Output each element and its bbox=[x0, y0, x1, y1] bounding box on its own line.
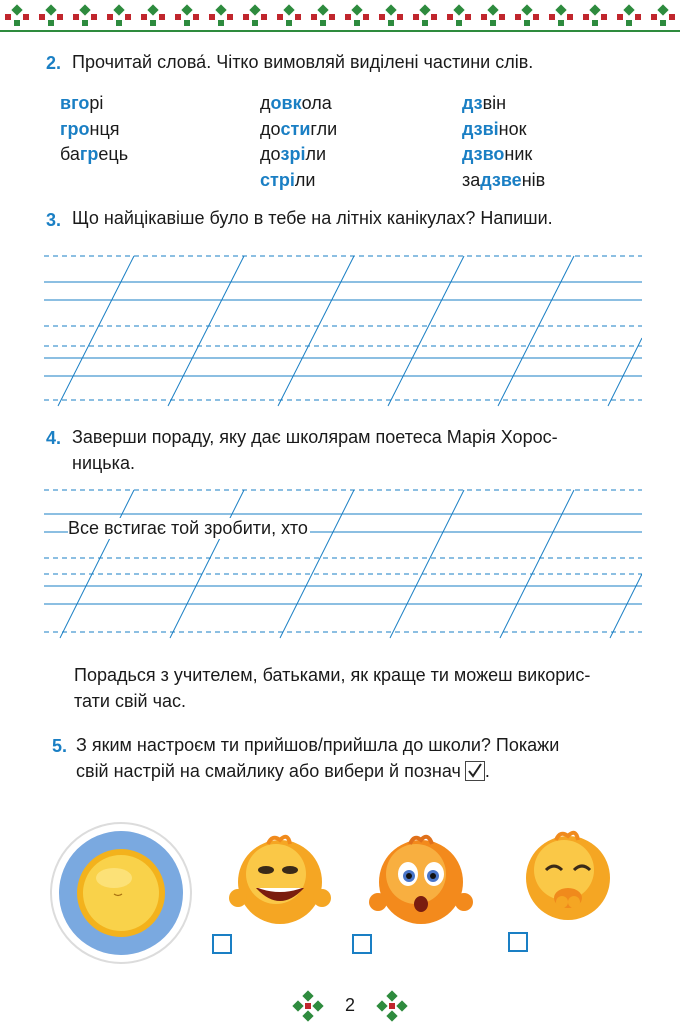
ornament-piece bbox=[379, 14, 385, 20]
ornament-piece bbox=[524, 20, 530, 26]
ornament-piece bbox=[48, 20, 54, 26]
ornament-piece bbox=[617, 14, 623, 20]
ornament-piece bbox=[159, 14, 165, 20]
ornament-piece bbox=[549, 14, 555, 20]
ornament-piece bbox=[592, 20, 598, 26]
ornament-piece bbox=[272, 30, 306, 32]
word-item bbox=[260, 92, 332, 114]
mood-circle-icon[interactable] bbox=[48, 820, 194, 966]
ornament-piece bbox=[626, 20, 632, 26]
ornament-piece bbox=[238, 30, 272, 32]
word-part: нів bbox=[521, 169, 546, 190]
ornament-piece bbox=[340, 30, 374, 32]
ornament-piece bbox=[465, 14, 471, 20]
task-instruction: Що найцікавіше було в тебе на літніх канікулах? Напиши. bbox=[72, 208, 553, 228]
word-highlight: гро bbox=[60, 118, 90, 139]
ornament-piece bbox=[583, 14, 589, 20]
word-part: ник bbox=[504, 144, 533, 164]
word-highlight: дзве bbox=[480, 169, 522, 190]
ornament-piece bbox=[660, 20, 666, 26]
word-item bbox=[60, 143, 128, 165]
giggling-face-icon[interactable] bbox=[516, 826, 620, 932]
ornament-right-icon bbox=[372, 990, 412, 1024]
ornament-piece bbox=[277, 14, 283, 20]
task-instruction: Прочитай слова́. Чітко вимовляй виділені частини слів. bbox=[72, 52, 534, 72]
advice-line2: тати свій час. bbox=[74, 691, 186, 711]
mood-checkbox-happy[interactable] bbox=[212, 934, 232, 954]
word-item bbox=[260, 143, 326, 165]
word-part: рі bbox=[89, 93, 104, 113]
word-highlight: дз bbox=[462, 93, 483, 113]
word-highlight: гр bbox=[79, 144, 99, 164]
word-highlight: зрі bbox=[280, 144, 306, 164]
word-highlight: стрі bbox=[260, 169, 295, 190]
word-part: нця bbox=[89, 118, 120, 139]
ornament-piece bbox=[612, 30, 646, 32]
ornament-piece bbox=[170, 30, 204, 32]
ornament-piece bbox=[0, 30, 34, 32]
ornament-piece bbox=[39, 14, 45, 20]
word-part: до bbox=[260, 144, 281, 164]
ornament-piece bbox=[184, 20, 190, 26]
ornament-piece bbox=[499, 14, 505, 20]
ornament-piece bbox=[73, 14, 79, 20]
page-number: 2 bbox=[344, 995, 355, 1015]
ornament-piece bbox=[193, 14, 199, 20]
ornament-piece bbox=[567, 14, 573, 20]
prompt-text: Все встигає той зробити, хто bbox=[68, 518, 308, 538]
ornament-piece bbox=[227, 14, 233, 20]
ornament-piece bbox=[68, 30, 102, 32]
ornament-border bbox=[0, 0, 680, 36]
ornament-piece bbox=[646, 30, 680, 32]
word-item bbox=[60, 118, 120, 140]
happy-face-icon[interactable] bbox=[228, 830, 332, 932]
ornament-piece bbox=[295, 14, 301, 20]
word-highlight: сти bbox=[280, 118, 311, 139]
word-item bbox=[260, 118, 337, 140]
ornament-piece bbox=[14, 20, 20, 26]
ornament-piece bbox=[456, 20, 462, 26]
task-number: 3. bbox=[46, 210, 62, 230]
word-part: гли bbox=[310, 118, 338, 139]
ornament-piece bbox=[204, 30, 238, 32]
ornament-left-icon bbox=[288, 990, 328, 1024]
ornament-piece bbox=[125, 14, 131, 20]
ornament-piece bbox=[136, 30, 170, 32]
ornament-piece bbox=[116, 20, 122, 26]
word-part: д bbox=[260, 93, 271, 113]
word-item bbox=[462, 118, 527, 140]
ornament-piece bbox=[408, 30, 442, 32]
ornament-piece bbox=[82, 20, 88, 26]
ornament-piece bbox=[107, 14, 113, 20]
ornament-piece bbox=[218, 20, 224, 26]
ornament-piece bbox=[354, 20, 360, 26]
word-item bbox=[260, 169, 315, 191]
ornament-piece bbox=[388, 20, 394, 26]
ornament-piece bbox=[102, 30, 136, 32]
ornament-piece bbox=[5, 14, 11, 20]
word-part: до bbox=[260, 118, 281, 139]
ornament-piece bbox=[447, 14, 453, 20]
ornament-piece bbox=[311, 14, 317, 20]
ornament-piece bbox=[515, 14, 521, 20]
writing-lines[interactable] bbox=[44, 484, 642, 640]
ornament-piece bbox=[141, 14, 147, 20]
task-number: 5. bbox=[52, 736, 68, 756]
ornament-piece bbox=[397, 14, 403, 20]
word-part: він bbox=[482, 93, 507, 113]
ornament-piece bbox=[490, 20, 496, 26]
ornament-piece bbox=[481, 14, 487, 20]
ornament-piece bbox=[363, 14, 369, 20]
ornament-piece bbox=[510, 30, 544, 32]
word-item bbox=[462, 169, 545, 191]
ornament-piece bbox=[578, 30, 612, 32]
ornament-piece bbox=[209, 14, 215, 20]
mood-checkbox-giggling[interactable] bbox=[508, 932, 528, 952]
ornament-piece bbox=[306, 30, 340, 32]
word-highlight: дзві bbox=[462, 118, 499, 139]
word-item bbox=[462, 92, 506, 114]
word-highlight: дзво bbox=[462, 144, 505, 164]
word-item bbox=[462, 143, 532, 165]
ornament-piece bbox=[413, 14, 419, 20]
mood-checkbox-surprised[interactable] bbox=[352, 934, 372, 954]
ornament-piece bbox=[91, 14, 97, 20]
task-number: 2. bbox=[46, 53, 62, 73]
task-instruction-line2: свій настрій на смайлику або вибери й познач . bbox=[76, 761, 490, 781]
ornament-piece bbox=[476, 30, 510, 32]
ornament-piece bbox=[320, 20, 326, 26]
ornament-piece bbox=[374, 30, 408, 32]
ornament-piece bbox=[150, 20, 156, 26]
word-part: ба bbox=[60, 144, 80, 164]
ornament-piece bbox=[243, 14, 249, 20]
ornament-piece bbox=[57, 14, 63, 20]
word-part: за bbox=[462, 169, 481, 190]
task-instruction-line1: З яким настроєм ти прийшов/прийшла до школи? Покажи bbox=[76, 735, 560, 755]
advice-line1: Порадься з учителем, батьками, як краще ти можеш викорис- bbox=[74, 665, 591, 685]
ornament-piece bbox=[558, 20, 564, 26]
task-instruction-line2: ницька. bbox=[72, 453, 135, 473]
ornament-piece bbox=[345, 14, 351, 20]
checkmark-icon bbox=[465, 761, 485, 781]
ornament-piece bbox=[252, 20, 258, 26]
ornament-piece bbox=[431, 14, 437, 20]
task-number: 4. bbox=[46, 428, 62, 448]
task-instruction-line1: Заверши пораду, яку дає школярам поетеса Марія Хорос- bbox=[72, 427, 558, 447]
writing-lines[interactable] bbox=[44, 248, 642, 408]
ornament-piece bbox=[601, 14, 607, 20]
word-part: нок bbox=[498, 118, 527, 139]
ornament-piece bbox=[261, 14, 267, 20]
ornament-piece bbox=[533, 14, 539, 20]
ornament-piece bbox=[422, 20, 428, 26]
ornament-piece bbox=[442, 30, 476, 32]
surprised-face-icon[interactable] bbox=[368, 830, 474, 932]
word-highlight: овк bbox=[270, 93, 302, 113]
word-part: ли bbox=[305, 144, 327, 164]
ornament-piece bbox=[651, 14, 657, 20]
word-highlight: вго bbox=[60, 93, 90, 113]
word-part: ола bbox=[301, 93, 332, 113]
ornament-piece bbox=[669, 14, 675, 20]
word-part: ець bbox=[98, 144, 129, 164]
ornament-piece bbox=[34, 30, 68, 32]
ornament-piece bbox=[329, 14, 335, 20]
word-item bbox=[60, 92, 103, 114]
ornament-piece bbox=[286, 20, 292, 26]
ornament-piece bbox=[175, 14, 181, 20]
ornament-piece bbox=[635, 14, 641, 20]
word-part: ли bbox=[294, 169, 316, 190]
ornament-piece bbox=[23, 14, 29, 20]
ornament-piece bbox=[544, 30, 578, 32]
